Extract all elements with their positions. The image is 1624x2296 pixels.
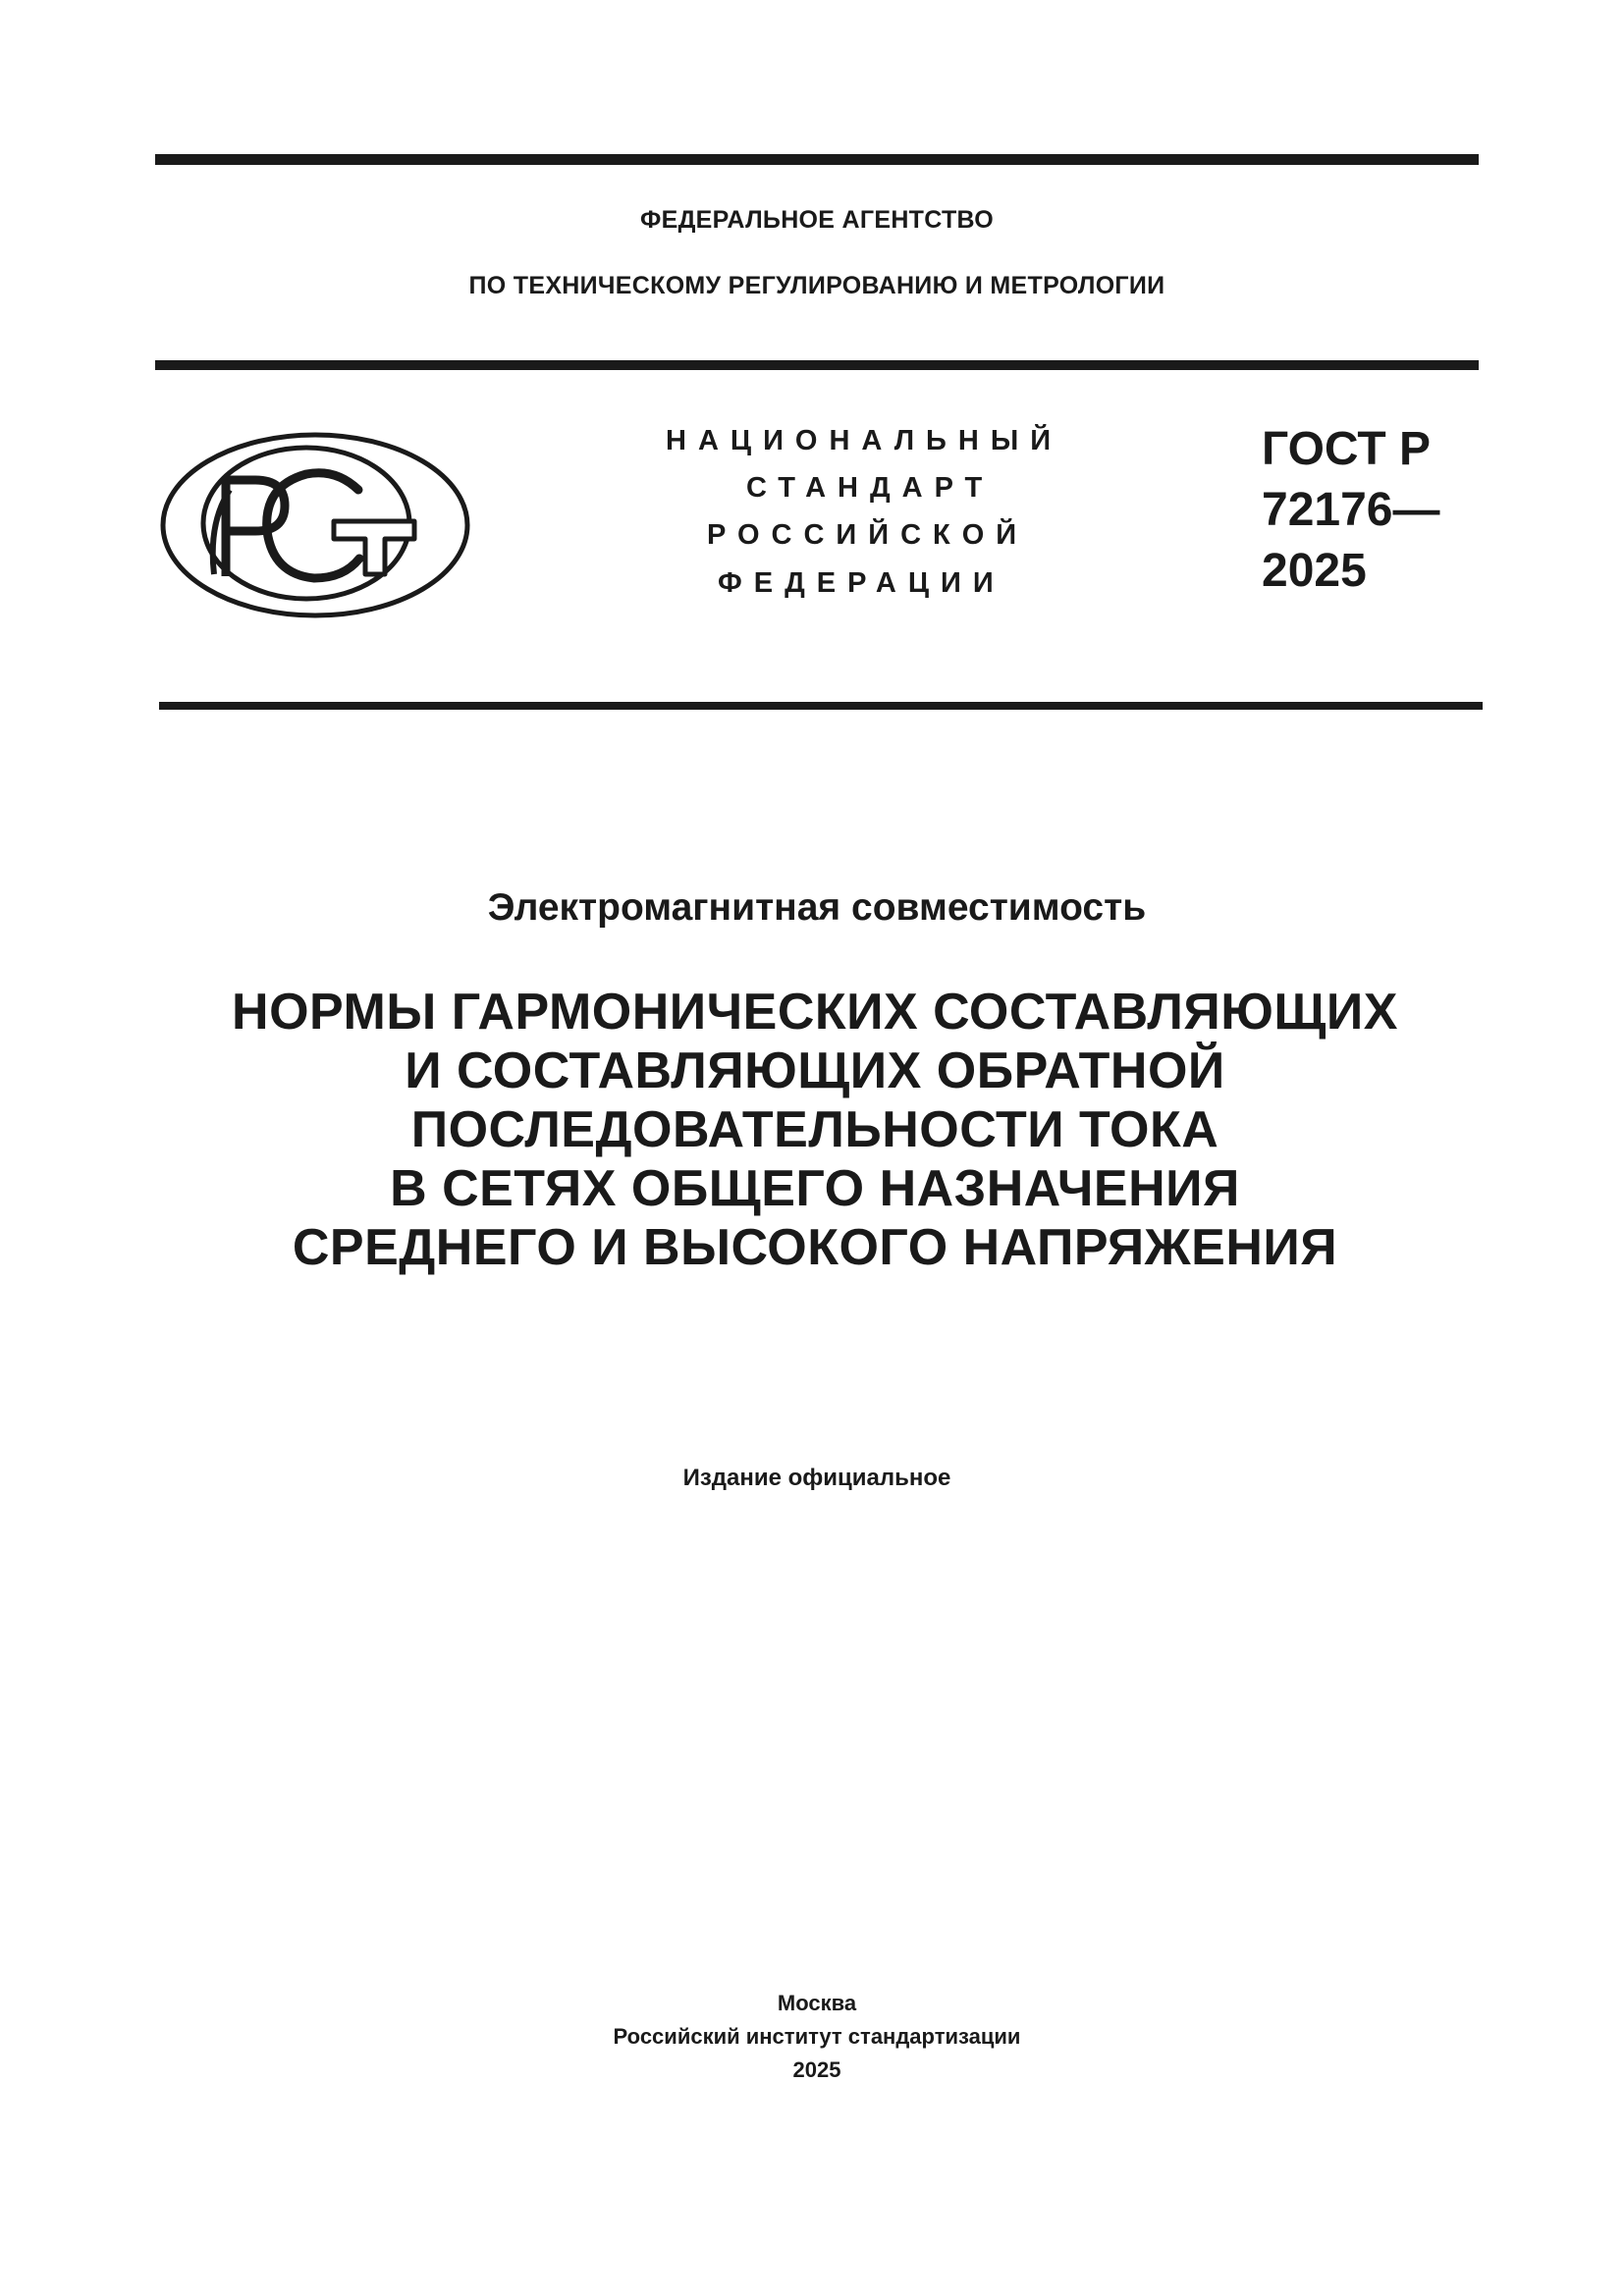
national-standard-line1: НАЦИОНАЛЬНЫЙ — [666, 425, 1063, 456]
imprint-city: Москва — [777, 1991, 857, 2015]
top-rule — [155, 154, 1479, 165]
title-line1: НОРМЫ ГАРМОНИЧЕСКИХ СОСТАВЛЯЮЩИХ — [232, 984, 1398, 1041]
edition-note: Издание официальное — [682, 1465, 951, 1491]
standard-designation — [1262, 419, 1439, 602]
designation-line1: ГОСТ Р — [1262, 423, 1432, 475]
title-line4: В СЕТЯХ ОБЩЕГО НАЗНАЧЕНИЯ — [390, 1160, 1240, 1217]
middle-rule — [155, 360, 1479, 370]
designation-line2: 72176— — [1262, 484, 1440, 536]
agency-name-line2: ПО ТЕХНИЧЕСКОМУ РЕГУЛИРОВАНИЮ И МЕТРОЛОГИИ — [468, 272, 1165, 299]
national-standard-line4: ФЕДЕРАЦИИ — [718, 567, 1005, 599]
national-standard-line2: СТАНДАРТ — [746, 472, 995, 504]
title-line5: СРЕДНЕГО И ВЫСОКОГО НАПРЯЖЕНИЯ — [292, 1219, 1338, 1276]
gost-r-logo-icon — [157, 429, 473, 621]
imprint — [155, 1987, 1479, 2087]
national-standard-line3: РОССИЙСКОЙ — [707, 519, 1029, 551]
agency-name-line1: ФЕДЕРАЛЬНОЕ АГЕНТСТВО — [639, 206, 995, 234]
bottom-rule — [159, 702, 1483, 710]
title-line2: И СОСТАВЛЯЮЩИХ ОБРАТНОЙ — [405, 1042, 1225, 1099]
imprint-year: 2025 — [792, 2057, 841, 2082]
document-title — [118, 983, 1512, 1277]
designation-line3: 2025 — [1262, 545, 1367, 597]
document-subject: Электромагнитная совместимость — [487, 886, 1147, 929]
imprint-publisher: Российский институт стандартизации — [613, 2024, 1021, 2049]
title-line3: ПОСЛЕДОВАТЕЛЬНОСТИ ТОКА — [410, 1101, 1219, 1158]
